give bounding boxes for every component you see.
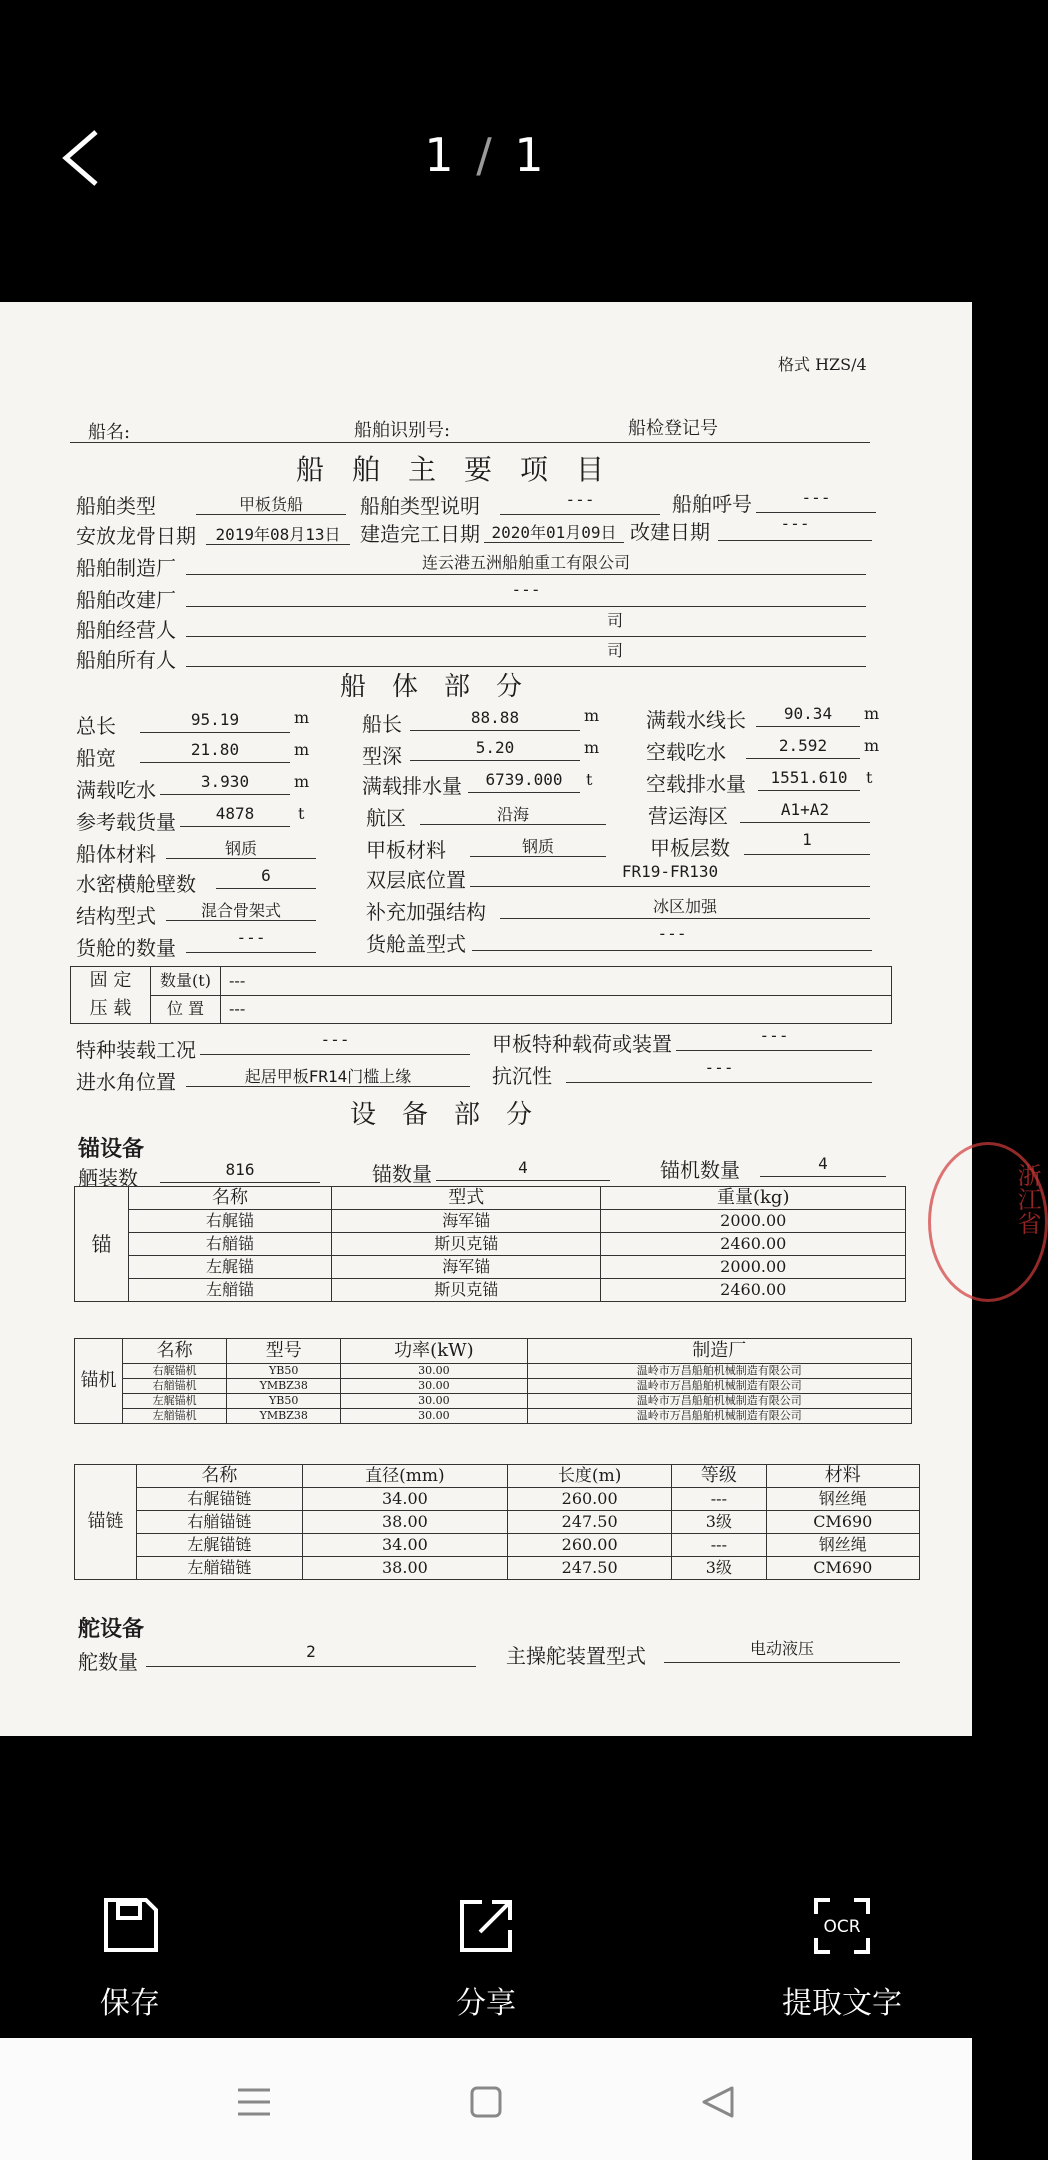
beam-unit: m bbox=[294, 740, 310, 759]
depth-unit: m bbox=[584, 738, 600, 757]
table-row: 左艉锚链 34.00 260.00 --- 钢丝绳 bbox=[75, 1534, 920, 1557]
chain-table-side: 锚链 bbox=[75, 1465, 137, 1580]
call-sign-value: --- bbox=[801, 488, 831, 507]
light-disp-unit: t bbox=[866, 768, 873, 787]
deck-count-value: 1 bbox=[802, 830, 812, 849]
service-area-label: 营运海区 bbox=[648, 804, 728, 828]
builder-value: 连云港五洲船舶重工有限公司 bbox=[421, 553, 630, 572]
floppy-disk-icon bbox=[100, 1896, 160, 1956]
flood-angle-value: 起居甲板FR14门槛上缘 bbox=[244, 1067, 412, 1086]
chain-col-name: 名称 bbox=[137, 1465, 303, 1488]
strength-label: 补充加强结构 bbox=[366, 900, 486, 924]
rudder-count-label: 舵数量 bbox=[78, 1650, 138, 1674]
call-sign-label: 船舶呼号 bbox=[672, 492, 752, 516]
svg-text:OCR: OCR bbox=[823, 1917, 861, 1937]
menu-icon[interactable] bbox=[234, 2082, 274, 2122]
table-row: 左艉锚 海军锚 2000.00 bbox=[75, 1256, 906, 1279]
anchor-section-title: 锚设备 bbox=[78, 1136, 145, 1162]
loa-value: 95.19 bbox=[190, 710, 240, 729]
chain-col-material: 材料 bbox=[766, 1465, 919, 1488]
lwl-unit: m bbox=[864, 704, 880, 723]
save-label: 保存 bbox=[100, 1986, 160, 2021]
rebuilder-label: 船舶改建厂 bbox=[76, 588, 176, 612]
hull-material-value: 钢质 bbox=[224, 839, 257, 858]
full-draft-label: 满载吃水 bbox=[76, 778, 156, 802]
windlass-col-power: 功率(kW) bbox=[341, 1339, 527, 1364]
hull-section-title: 船体部分 bbox=[340, 672, 549, 702]
table-row: 左艉锚机 YB50 30.00 温岭市万昌船舶机械制造有限公司 bbox=[75, 1394, 912, 1409]
ref-dwt-value: 4878 bbox=[215, 804, 255, 823]
document-image[interactable] bbox=[0, 302, 1041, 1736]
ref-dwt-unit: t bbox=[298, 804, 305, 823]
ballast-pos-value: --- bbox=[221, 995, 892, 1024]
official-stamp: 浙江省 bbox=[928, 1142, 1048, 1302]
depth-value: 5.20 bbox=[475, 738, 515, 757]
system-navigation-bar bbox=[0, 2038, 972, 2160]
light-disp-label: 空载排水量 bbox=[646, 772, 746, 796]
loa-label: 总长 bbox=[76, 714, 116, 738]
table-row: 右艏锚机 YMBZ38 30.00 温岭市万昌船舶机械制造有限公司 bbox=[75, 1379, 912, 1394]
steering-gear-label: 主操舵装置型式 bbox=[506, 1644, 646, 1668]
current-page: 1 bbox=[424, 128, 458, 182]
operator-label: 船舶经营人 bbox=[76, 618, 176, 642]
built-date-label: 建造完工日期 bbox=[360, 522, 480, 546]
keel-date-label: 安放龙骨日期 bbox=[76, 524, 196, 548]
holds-label: 货舱的数量 bbox=[76, 936, 176, 960]
page-counter bbox=[0, 128, 972, 182]
double-bottom-label: 双层底位置 bbox=[366, 868, 466, 892]
strength-value: 冰区加强 bbox=[652, 897, 717, 916]
holds-value: --- bbox=[236, 928, 266, 947]
table-row: 右艉锚机 YB50 30.00 温岭市万昌船舶机械制造有限公司 bbox=[75, 1364, 912, 1379]
share-button[interactable] bbox=[396, 1896, 576, 2021]
ocr-button[interactable] bbox=[752, 1896, 932, 2021]
ballast-qty-value: --- bbox=[221, 967, 892, 996]
built-date-value: 2020年01月09日 bbox=[491, 523, 617, 542]
ref-dwt-label: 参考载货量 bbox=[76, 810, 176, 834]
full-disp-label: 满载排水量 bbox=[362, 774, 462, 798]
keel-date-value: 2019年08月13日 bbox=[215, 525, 341, 544]
share-label: 分享 bbox=[456, 1986, 516, 2021]
page-separator: / bbox=[476, 128, 496, 182]
sinkability-label: 抗沉性 bbox=[492, 1064, 552, 1088]
ballast-qty-label: 数量(t) bbox=[151, 967, 221, 996]
deck-material-label: 甲板材料 bbox=[366, 838, 446, 862]
share-icon bbox=[456, 1896, 516, 1956]
anchor-count-label: 锚数量 bbox=[372, 1162, 432, 1186]
ocr-label: 提取文字 bbox=[782, 1986, 902, 2021]
lbp-value: 88.88 bbox=[470, 708, 520, 727]
form-code: 格式 HZS/4 bbox=[778, 355, 867, 374]
lwl-label: 满载水线长 bbox=[646, 708, 746, 732]
table-row: 右艏锚链 38.00 247.50 3级 CM690 bbox=[75, 1511, 920, 1534]
depth-label: 型深 bbox=[362, 744, 402, 768]
hatch-label: 货舱盖型式 bbox=[366, 932, 466, 956]
owner-value: 司 bbox=[606, 641, 623, 660]
ship-id-label: 船舶识别号: bbox=[354, 420, 451, 441]
rebuilder-value: --- bbox=[511, 580, 541, 599]
operator-value: 司 bbox=[606, 611, 623, 630]
document-title: 船舶主要项目 bbox=[296, 453, 633, 486]
table-row: 左艏锚机 YMBZ38 30.00 温岭市万昌船舶机械制造有限公司 bbox=[75, 1409, 912, 1424]
beam-label: 船宽 bbox=[76, 746, 116, 770]
chain-table bbox=[74, 1464, 920, 1580]
deck-count-label: 甲板层数 bbox=[650, 836, 730, 860]
viewer-top-bar bbox=[0, 0, 972, 302]
ballast-pos-label: 位 置 bbox=[151, 995, 221, 1024]
ballast-table bbox=[70, 966, 892, 1024]
rudder-section-title: 舵设备 bbox=[78, 1616, 145, 1642]
anchor-col-weight: 重量(kg) bbox=[601, 1187, 906, 1210]
type-desc-value: --- bbox=[565, 490, 595, 509]
steering-gear-value: 电动液压 bbox=[749, 1639, 814, 1658]
type-desc-label: 船舶类型说明 bbox=[360, 494, 480, 518]
light-draft-label: 空载吃水 bbox=[646, 740, 726, 764]
table-row: 右艉锚 海军锚 2000.00 bbox=[75, 1210, 906, 1233]
light-draft-unit: m bbox=[864, 736, 880, 755]
hatch-value: --- bbox=[657, 924, 687, 943]
double-bottom-value: FR19-FR130 bbox=[621, 862, 719, 881]
registration-label: 船检登记号 bbox=[628, 418, 718, 439]
table-row: 右艉锚链 34.00 260.00 --- 钢丝绳 bbox=[75, 1488, 920, 1511]
lbp-unit: m bbox=[584, 706, 600, 725]
loa-unit: m bbox=[294, 708, 310, 727]
chain-col-grade: 等级 bbox=[672, 1465, 766, 1488]
anchor-table-side: 锚 bbox=[75, 1187, 129, 1302]
full-draft-value: 3.930 bbox=[200, 772, 250, 791]
ship-name-label: 船名: bbox=[88, 422, 131, 443]
structure-label: 结构型式 bbox=[76, 904, 156, 928]
total-pages: 1 bbox=[514, 128, 548, 182]
full-disp-value: 6739.000 bbox=[485, 770, 563, 789]
equipment-number-label: 舾装数 bbox=[78, 1166, 138, 1190]
nav-area-label: 航区 bbox=[366, 806, 406, 830]
rudder-count-value: 2 bbox=[306, 1642, 316, 1661]
hull-material-label: 船体材料 bbox=[76, 842, 156, 866]
table-row: 左艏锚 斯贝克锚 2460.00 bbox=[75, 1279, 906, 1302]
sinkability-value: --- bbox=[704, 1058, 734, 1077]
nav-area-value: 沿海 bbox=[496, 805, 529, 824]
anchor-col-type: 型式 bbox=[332, 1187, 601, 1210]
windlass-count-label: 锚机数量 bbox=[660, 1158, 740, 1182]
deck-load-value: --- bbox=[759, 1026, 789, 1045]
light-draft-value: 2.592 bbox=[778, 736, 828, 755]
full-draft-unit: m bbox=[294, 772, 310, 791]
rebuilt-date-label: 改建日期 bbox=[630, 520, 710, 544]
rebuilt-date-value: --- bbox=[780, 514, 810, 533]
service-area-value: A1+A2 bbox=[780, 800, 830, 819]
windlass-count-value: 4 bbox=[818, 1154, 828, 1173]
flood-angle-label: 进水角位置 bbox=[76, 1070, 176, 1094]
back-triangle-icon[interactable] bbox=[698, 2082, 738, 2122]
ocr-scan-icon bbox=[812, 1896, 872, 1956]
save-button[interactable] bbox=[40, 1896, 220, 2021]
anchor-count-value: 4 bbox=[518, 1158, 528, 1177]
windlass-col-name: 名称 bbox=[123, 1339, 227, 1364]
ship-type-value: 甲板货船 bbox=[238, 495, 303, 514]
windlass-col-maker: 制造厂 bbox=[527, 1339, 911, 1364]
table-row: 右艏锚 斯贝克锚 2460.00 bbox=[75, 1233, 906, 1256]
chain-col-length: 长度(m) bbox=[508, 1465, 672, 1488]
ship-type-label: 船舶类型 bbox=[76, 494, 156, 518]
beam-value: 21.80 bbox=[190, 740, 240, 759]
anchor-col-name: 名称 bbox=[129, 1187, 332, 1210]
full-disp-unit: t bbox=[586, 770, 593, 789]
windlass-table bbox=[74, 1338, 912, 1424]
special-load-label: 特种装载工况 bbox=[76, 1038, 196, 1062]
builder-label: 船舶制造厂 bbox=[76, 556, 176, 580]
light-disp-value: 1551.610 bbox=[770, 768, 848, 787]
ballast-side-label: 固 定 压 载 bbox=[71, 967, 151, 1024]
deck-material-value: 钢质 bbox=[521, 837, 554, 856]
bulkheads-label: 水密横舱壁数 bbox=[76, 872, 196, 896]
windlass-col-model: 型号 bbox=[227, 1339, 341, 1364]
windlass-table-side: 锚机 bbox=[75, 1339, 123, 1424]
anchor-table bbox=[74, 1186, 906, 1302]
structure-value: 混合骨架式 bbox=[200, 901, 281, 920]
lbp-label: 船长 bbox=[362, 712, 402, 736]
deck-load-label: 甲板特种载荷或装置 bbox=[492, 1032, 672, 1056]
bulkheads-value: 6 bbox=[261, 866, 271, 885]
lwl-value: 90.34 bbox=[783, 704, 833, 723]
chain-col-diameter: 直径(mm) bbox=[302, 1465, 507, 1488]
home-icon[interactable] bbox=[466, 2082, 506, 2122]
table-row: 左艏锚链 38.00 247.50 3级 CM690 bbox=[75, 1557, 920, 1580]
equipment-section-title: 设备部分 bbox=[350, 1100, 559, 1130]
equipment-number-value: 816 bbox=[225, 1160, 255, 1179]
special-load-value: --- bbox=[320, 1030, 350, 1049]
owner-label: 船舶所有人 bbox=[76, 648, 176, 672]
